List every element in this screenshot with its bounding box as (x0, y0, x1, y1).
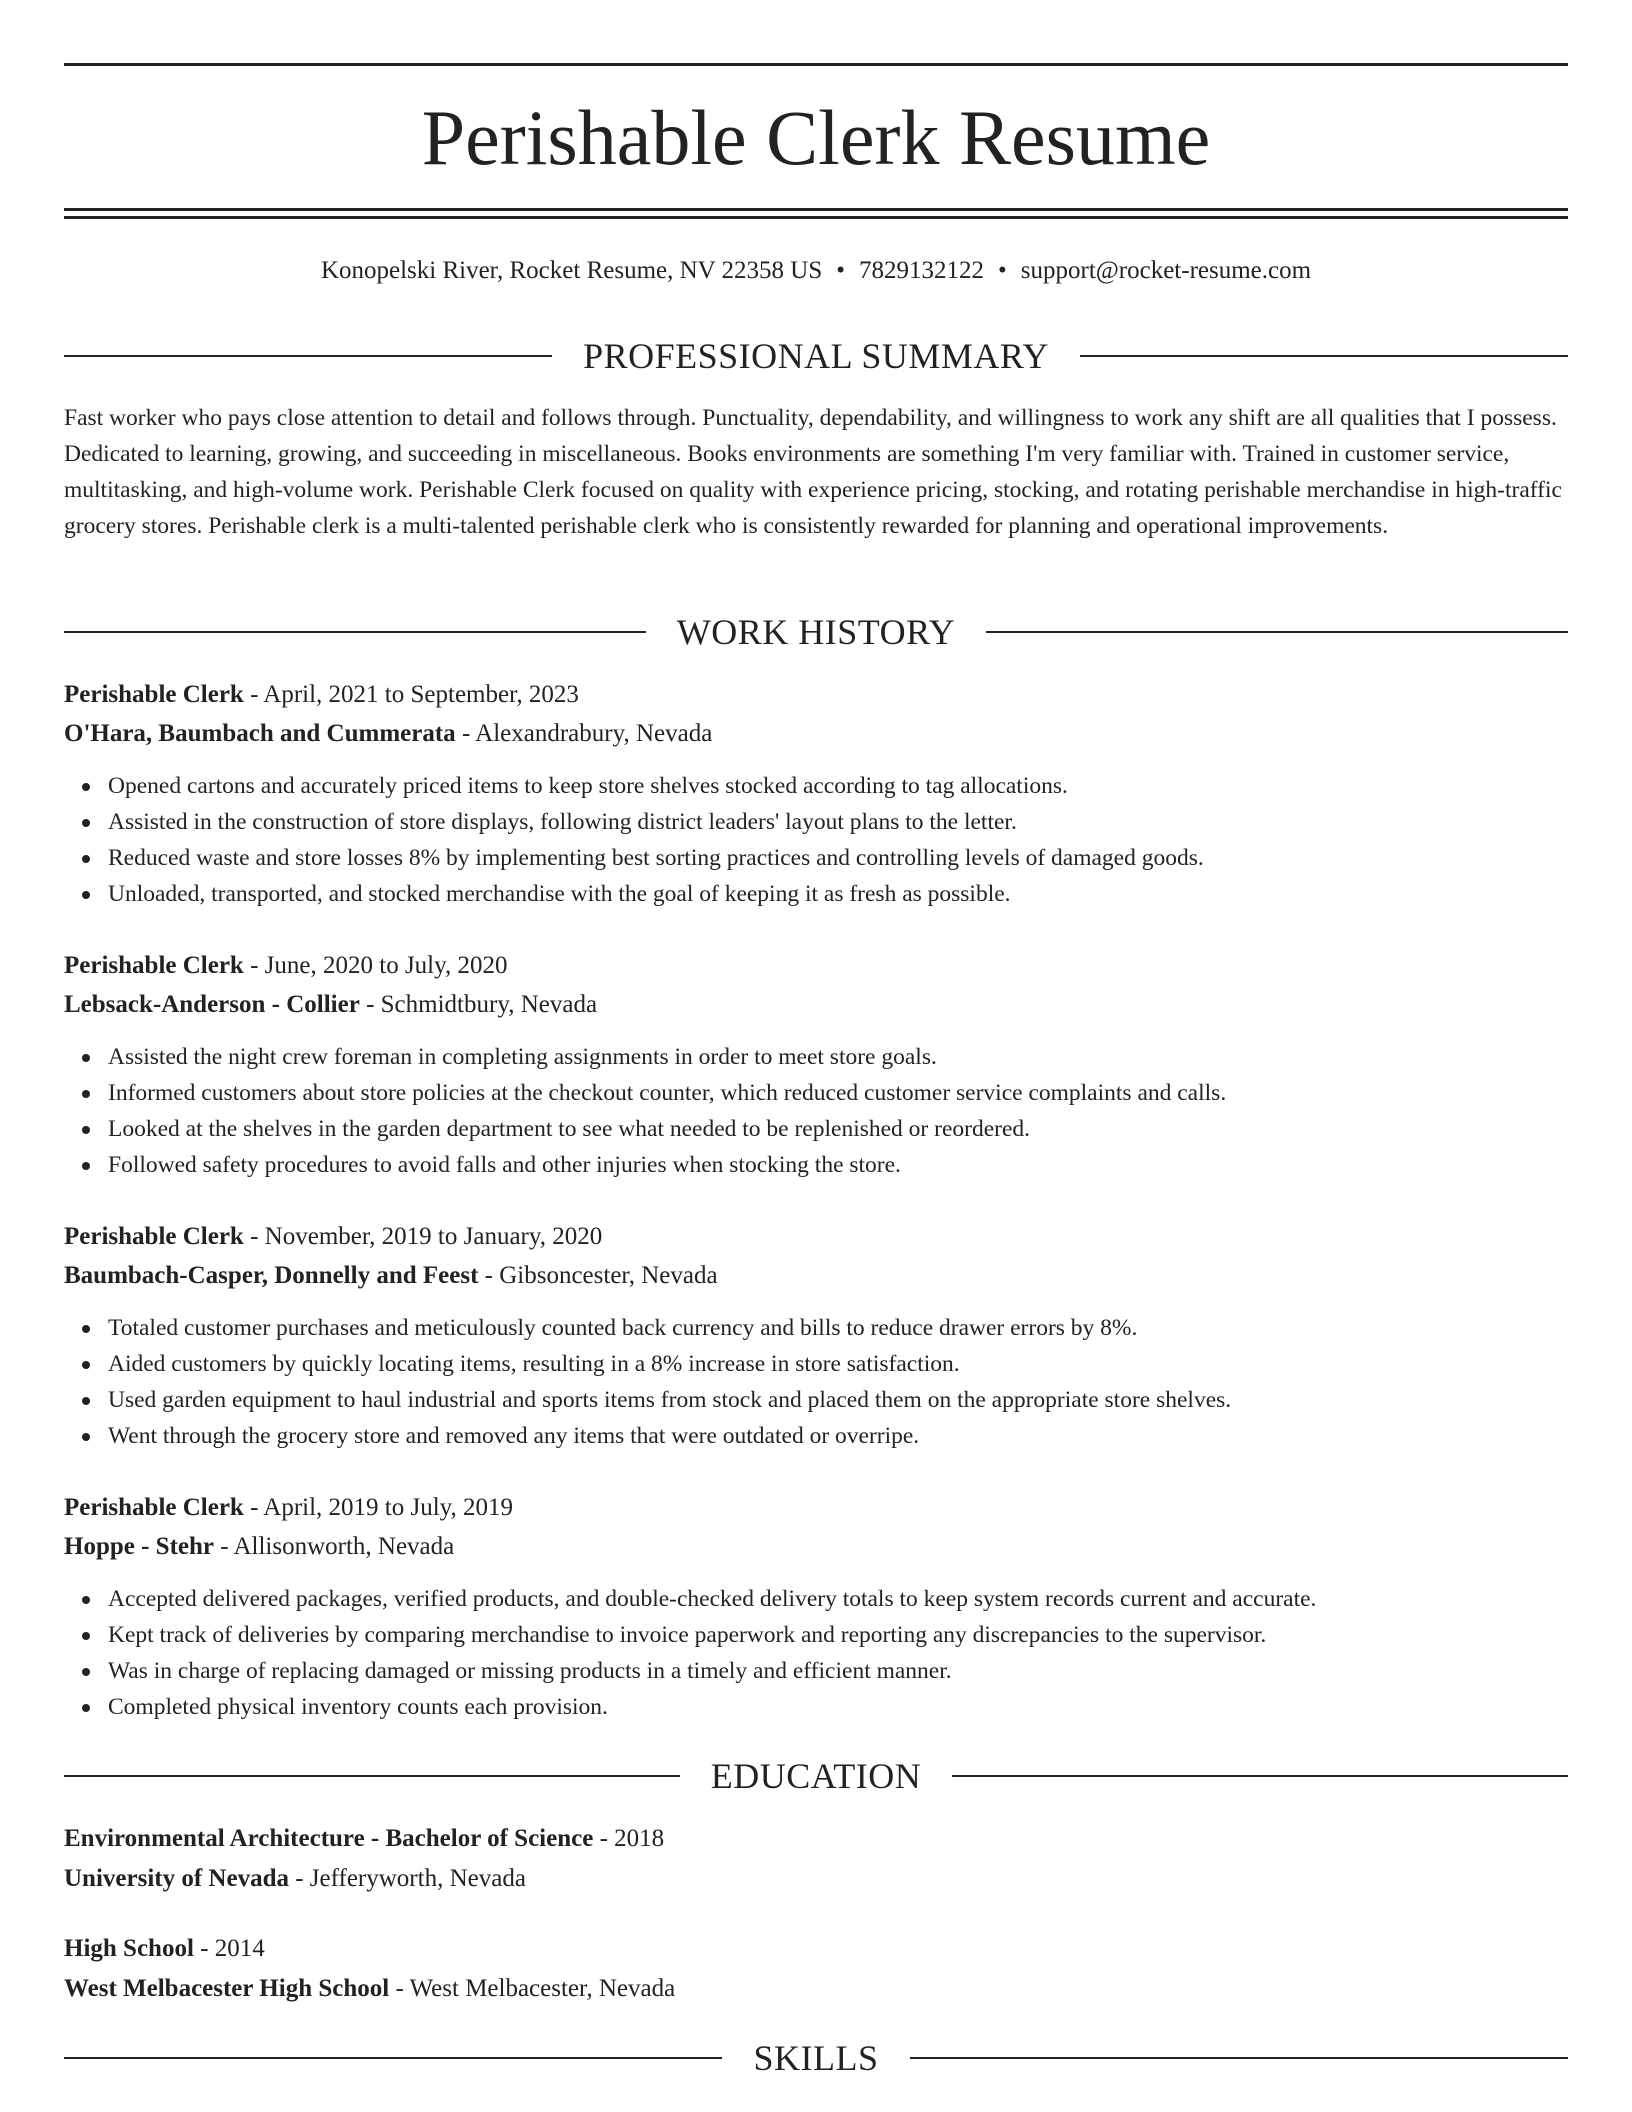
job-bullet: Followed safety procedures to avoid falls and other injuries when stocking the store. (108, 1147, 1568, 1183)
job-bullets (64, 1039, 1568, 1183)
job-bullet: Used garden equipment to haul industrial and sports items from stock and placed them on the appropriate store shelves. (108, 1382, 1568, 1418)
job-bullet: Informed customers about store policies at the checkout counter, which reduced customer service complaints and calls. (108, 1075, 1568, 1111)
job-bullet: Assisted the night crew foreman in completing assignments in order to meet store goals. (108, 1039, 1568, 1075)
job-entry (64, 947, 1568, 1183)
job-bullets (64, 1310, 1568, 1454)
contact-address: Konopelski River, Rocket Resume, NV 22358 US (320, 257, 823, 284)
job-role: Perishable Clerk (64, 681, 244, 708)
job-bullet: Went through the grocery store and removed any items that were outdated or overripe. (108, 1418, 1568, 1454)
contact-phone: 7829132122 (859, 257, 984, 284)
section-heading-summary (64, 334, 1568, 378)
job-role: Perishable Clerk (64, 1494, 244, 1521)
job-location: - Gibsoncester, Nevada (478, 1262, 718, 1289)
job-bullet: Aided customers by quickly locating items, resulting in a 8% increase in store satisfaction. (108, 1346, 1568, 1382)
edu-school: University of Nevada (64, 1865, 289, 1892)
education-entry (64, 1820, 1568, 1900)
job-bullet: Completed physical inventory counts each provision. (108, 1689, 1568, 1725)
top-rule (64, 63, 1568, 66)
job-bullet: Kept track of deliveries by comparing merchandise to invoice paperwork and reporting any discrepancies to the supervisor. (108, 1617, 1568, 1653)
job-entry (64, 1489, 1568, 1725)
job-bullet: Assisted in the construction of store displays, following district leaders' layout plans to the letter. (108, 804, 1568, 840)
job-bullet: Looked at the shelves in the garden department to see what needed to be replenished or reordered. (108, 1111, 1568, 1147)
job-dates: - April, 2019 to July, 2019 (243, 1494, 514, 1521)
job-role: Perishable Clerk (64, 952, 244, 979)
job-bullets (64, 1581, 1568, 1725)
section-title: SKILLS (753, 2038, 879, 2078)
section-heading-work-history (64, 610, 1568, 654)
title-rule-upper (64, 208, 1568, 211)
contact-email: support@rocket-resume.com (1020, 257, 1312, 284)
job-dates: - April, 2021 to September, 2023 (243, 681, 579, 708)
job-bullet: Unloaded, transported, and stocked merchandise with the goal of keeping it as fresh as possible. (108, 876, 1568, 912)
job-bullets (64, 768, 1568, 912)
job-location: - Schmidtbury, Nevada (359, 991, 598, 1018)
edu-year: - 2018 (593, 1825, 665, 1852)
section-heading-education (64, 1754, 1568, 1798)
job-company: Lebsack-Anderson - Collier (64, 991, 360, 1018)
edu-location: - West Melbacester, Nevada (389, 1975, 676, 2002)
job-bullet: Reduced waste and store losses 8% by implementing best sorting practices and controlling levels of damaged goods. (108, 840, 1568, 876)
edu-degree: Environmental Architecture - Bachelor of Science (64, 1825, 594, 1852)
edu-school: West Melbacester High School (64, 1975, 390, 2002)
section-title: PROFESSIONAL SUMMARY (583, 336, 1049, 376)
job-dates: - November, 2019 to January, 2020 (243, 1223, 603, 1250)
job-location: - Alexandrabury, Nevada (455, 720, 713, 747)
edu-degree: High School (64, 1935, 194, 1962)
section-heading-skills (64, 2036, 1568, 2080)
job-bullet: Opened cartons and accurately priced items to keep store shelves stocked according to tag allocations. (108, 768, 1568, 804)
title-rule-lower (64, 216, 1568, 219)
contact-line (64, 254, 1568, 288)
job-bullet: Totaled customer purchases and meticulously counted back currency and bills to reduce drawer errors by 8%. (108, 1310, 1568, 1346)
job-location: - Allisonworth, Nevada (214, 1533, 455, 1560)
job-bullet: Was in charge of replacing damaged or missing products in a timely and efficient manner. (108, 1653, 1568, 1689)
summary-text: Fast worker who pays close attention to detail and follows through. Punctuality, dependability, and willingness to work any shift are all qualities that I possess. Dedicated to learning, growing, and succeeding in miscellaneous. Books environments are something I'm very familiar with. Trained in customer service, multitasking, and high-volume work. Perishable Clerk focused on quality with experience pricing, stocking, and rotating perishable merchandise in high-traffic grocery stores. Perishable clerk is a multi-talented perishable clerk who is consistently rewarded for planning and operational improvements. (64, 405, 1562, 539)
job-company: Baumbach-Casper, Donnelly and Feest (64, 1262, 479, 1289)
job-role: Perishable Clerk (64, 1223, 244, 1250)
edu-location: - Jefferyworth, Nevada (288, 1865, 526, 1892)
job-company: O'Hara, Baumbach and Cummerata (64, 720, 456, 747)
section-title: EDUCATION (710, 1756, 922, 1796)
section-title: WORK HISTORY (676, 612, 956, 652)
contact-separator: • (998, 257, 1007, 284)
job-company: Hoppe - Stehr (64, 1533, 214, 1560)
contact-separator: • (836, 257, 845, 284)
job-entry (64, 676, 1568, 912)
job-bullet: Accepted delivered packages, verified products, and double-checked delivery totals to keep system records current and accurate. (108, 1581, 1568, 1617)
edu-year: - 2014 (193, 1935, 265, 1962)
job-entry (64, 1218, 1568, 1454)
education-entry (64, 1930, 1568, 2010)
job-dates: - June, 2020 to July, 2020 (243, 952, 508, 979)
page-title: Perishable Clerk Resume (421, 94, 1211, 181)
